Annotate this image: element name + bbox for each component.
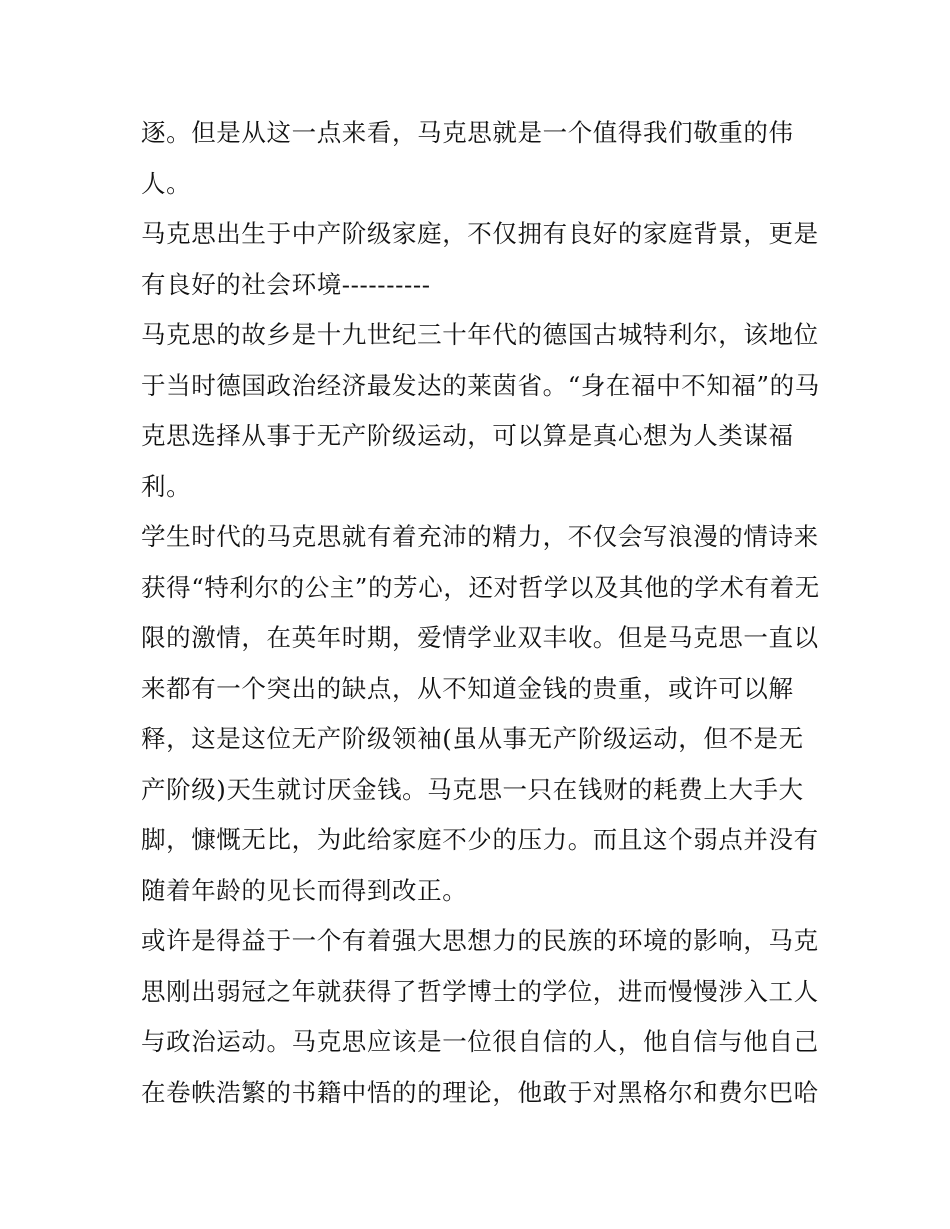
text-line: 脚，慷慨无比，为此给家庭不少的压力。而且这个弱点并没有 [141,825,819,854]
text-line: 人。 [141,168,192,198]
text-line: 或许是得益于一个有着强大思想力的民族的环境的影响，马克 [141,926,819,955]
text-line: 与政治运动。马克思应该是一位很自信的人，他自信与他自己 [141,1027,819,1056]
text-line: 逐。但是从这一点来看，马克思就是一个值得我们敬重的伟 [141,118,794,147]
text-line: 于当时德国政治经济最发达的莱茵省。“身在福中不知福”的马 [141,370,820,400]
text-line: 随着年龄的见长而得到改正。 [141,875,468,905]
text-line: 来都有一个突出的缺点，从不知道金钱的贵重，或许可以解 [141,673,794,703]
text-line: 马克思出生于中产阶级家庭，不仅拥有良好的家庭背景，更是 [141,219,819,248]
text-line: 马克思的故乡是十九世纪三十年代的德国古城特利尔，该地位 [141,320,819,349]
text-line: 思刚出弱冠之年就获得了哲学博士的学位，进而慢慢涉入工人 [141,976,819,1006]
text-line: 释，这是这位无产阶级领袖(虽从事无产阶级运动，但不是无 [141,724,804,753]
text-line: 获得“特利尔的公主”的芳心，还对哲学以及其他的学术有着无 [141,572,820,602]
text-line: 在卷帙浩繁的书籍中悟的的理论，他敢于对黑格尔和费尔巴哈 [141,1077,819,1107]
text-line: 有良好的社会环境---------- [141,269,431,299]
text-line: 利。 [141,471,192,501]
body-text [141,108,821,1118]
text-line: 产阶级)天生就讨厌金钱。马克思一只在钱财的耗费上大手大 [141,774,804,804]
text-line: 克思选择从事于无产阶级运动，可以算是真心想为人类谋福 [141,421,794,450]
text-line: 学生时代的马克思就有着充沛的精力，不仅会写浪漫的情诗来 [141,522,819,551]
text-line: 限的激情，在英年时期，爱情学业双丰收。但是马克思一直以 [141,623,819,652]
